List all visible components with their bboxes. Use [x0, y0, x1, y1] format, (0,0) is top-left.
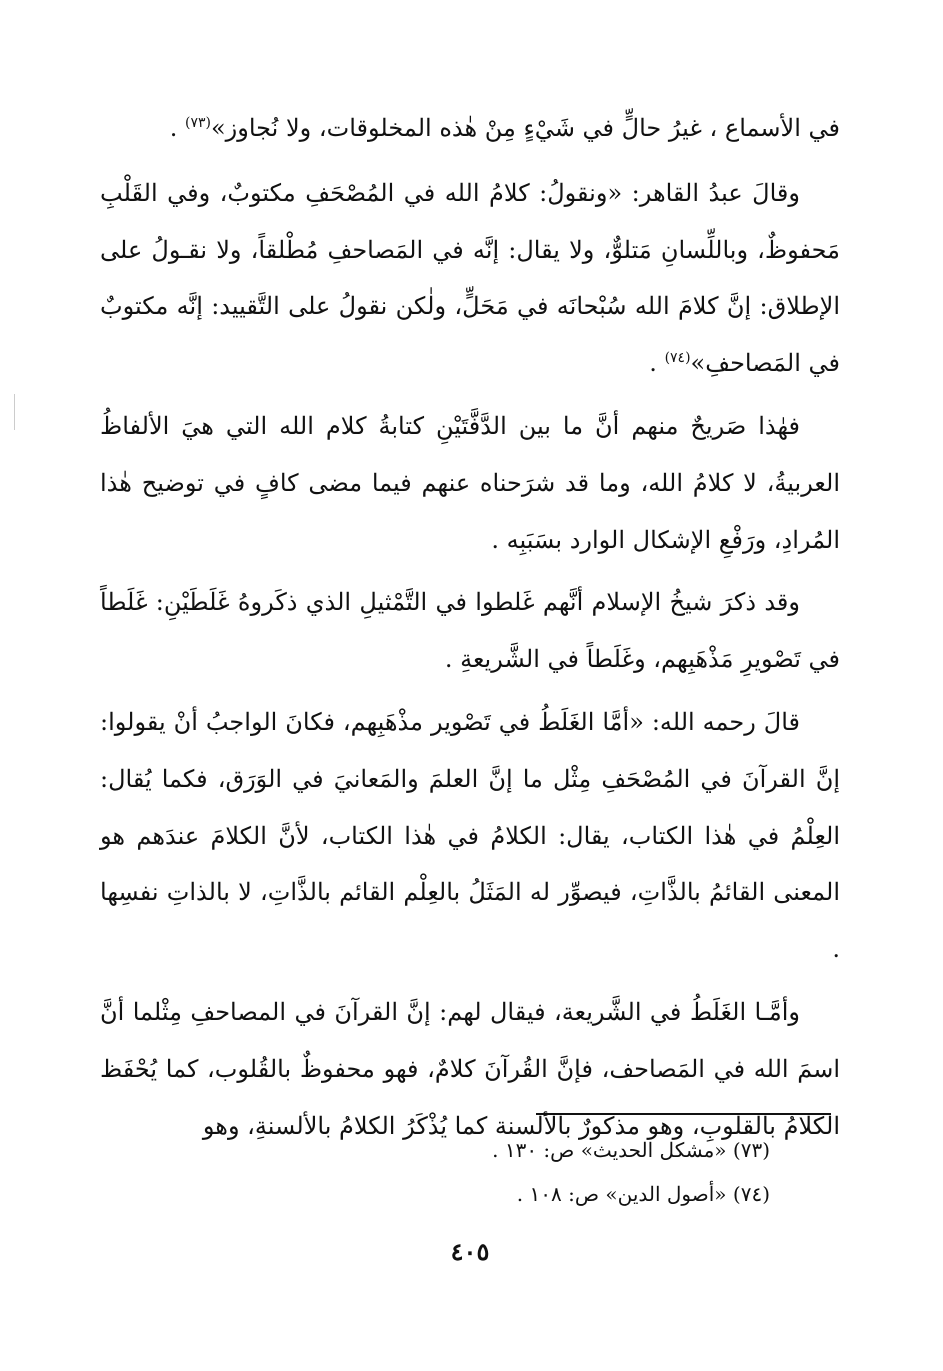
paragraph-1: [100, 100, 840, 157]
page-number: ٤٠٥: [450, 1237, 490, 1266]
footnote-ref-73: (٧٣): [185, 115, 211, 131]
paragraph-1-text: في الأسماع ، غيرُ حالٍّ في شَيْءٍ مِنْ هٰذه المخلوقات، ولا نُجاوز»: [210, 114, 840, 142]
paragraph-5: قالَ رحمه الله: «أمَّا الغَلَطُ في تَصْوير مذْهَبِهم، فكانَ الواجبُ أنْ يقولوا: إنَّ القرآنَ في المُصْحَفِ مِثْل ما إنَّ العلمَ والمَعانيَ في الوَرَق، فكما يُقال: العِلْمُ في هٰذا الكتاب، يقال: الكلامُ في هٰذا الكتاب، لأنَّ الكلامَ عندَهم هو المعنى القائمُ بالذَّاتِ، فيصوِّر له المَثَلُ بالعِلْم القائم بالذَّاتِ، لا بالذاتِ نفسِها .: [100, 707, 840, 964]
paragraph-2: [100, 165, 840, 392]
paragraph-4: وقد ذكرَ شيخُ الإسلام أنَّهم غَلطوا في التَّمْثيلِ الذي ذكَروهُ غَلَطَيْنِ: غَلَطاً في تَصْويرِ مَذْهَبِهم، وغَلَطاً في الشَّريعةِ .: [100, 588, 840, 674]
footnote-73: (٧٣) «مشكل الحديث» ص: ١٣٠ .: [492, 1138, 770, 1162]
footnote-ref-74: (٧٤): [664, 350, 691, 367]
paragraph-1-tail: .: [169, 114, 185, 142]
paragraph-2-tail: .: [649, 349, 665, 378]
footnote-74: (٧٤) «أصول الدين» ص: ١٠٨ .: [516, 1182, 770, 1206]
paragraph-3: فهٰذا صَريحٌ منهم أنَّ ما بين الدَّفَّتَيْنِ كتابةُ كلام الله التي هيَ الألفاظُ العربيةُ، لا كلامُ الله، وما قد شرَحناه عنهم فيما مضى كافٍ في توضيح هٰذا المُرادِ، ورَفْعِ الإشكال الوارد بسَبَبِه .: [100, 411, 840, 554]
footnotes: [300, 1128, 770, 1216]
footnote-divider: [536, 1113, 831, 1115]
margin-mark: [14, 394, 15, 430]
main-text: [100, 100, 840, 1154]
paragraph-6: وأمَّـا الغَلَطُ في الشَّريعة، فيقال لهم: إنَّ القرآنَ في المصاحفِ مِثْلما أنَّ اسمَ الله في المَصاحف، فإنَّ القُرآنَ كلامٌ، فهو محفوظٌ بالقُلوب، كما يُحْفَظ الكلامُ بالقلوبِ، وهو مذكورٌ بالألسنة كما يُذْكَرُ الكلامُ بالألسنةِ، وهو: [100, 997, 840, 1140]
paragraph-2-text: وقالَ عبدُ القاهر: «ونقولُ: كلامُ الله في المُصْحَفِ مكتوبٌ، وفي القَلْبِ مَحفوظٌ، وباللِّسانِ مَتلوٌّ، ولا يقال: إنَّه في المَصاحفِ مُطْلقاً، ولا نقـولُ على الإطلاق: إنَّ كلامَ الله سُبْحانَه في مَحَلٍّ، ولٰكن نقولُ على التَّقييد: إنَّه مكتوبٌ في المَصاحفِ»: [100, 178, 840, 378]
